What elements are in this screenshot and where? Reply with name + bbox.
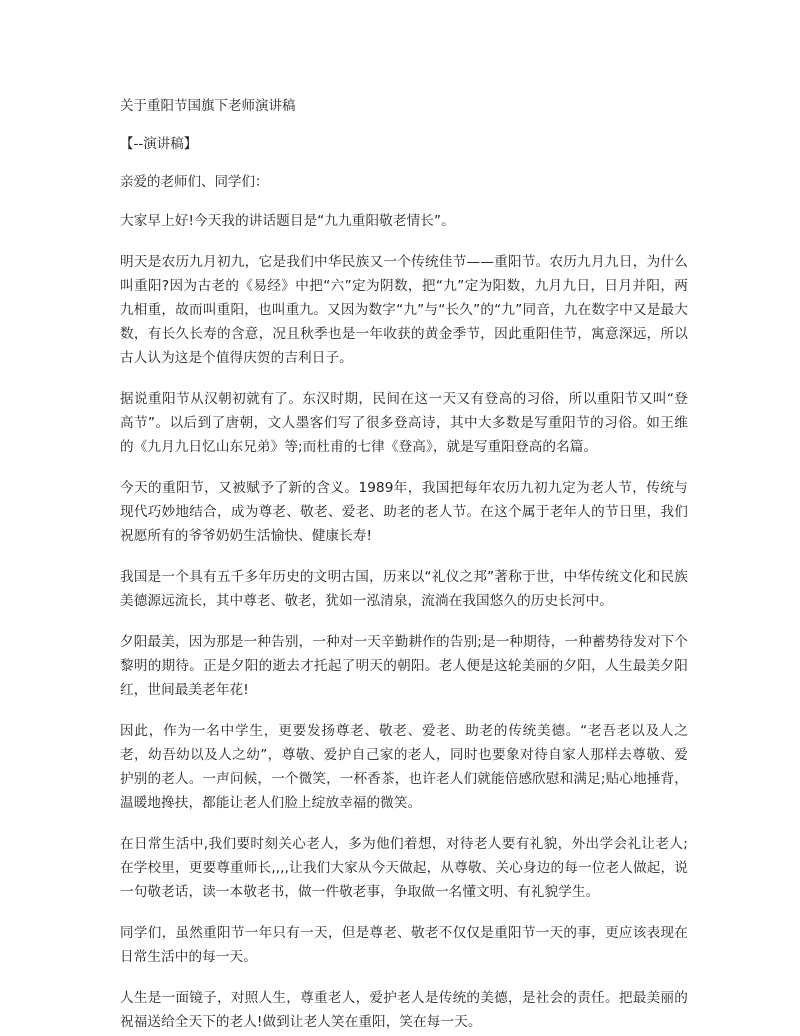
paragraph-7: 因此，作为一名中学生，更要发扬尊老、敬老、爱老、助老的传统美德。“老吾老以及人之老，幼吾幼以及人之幼”，尊敬、爱护自己家的老人，同时也要象对待自家人那样去尊敬、爱护别的老人。一声问候，一个微笑，一杯香茶，也许老人们就能倍感欣慰和满足;贴心地捶背，温暖地搀扶，都能让老人们脸上绽放幸福的微笑。 [120, 723, 688, 811]
paragraph-9: 同学们，虽然重阳节一年只有一天，但是尊老、敬老不仅仅是重阳节一天的事，更应该表现在日常生活中的每一天。 [120, 925, 688, 965]
paragraph-1: 大家早上好!今天我的讲话题目是“九九重阳敬老情长”。 [120, 213, 455, 229]
document-category-tag: 【--演讲稿】 [120, 136, 198, 152]
paragraph-6: 夕阳最美，因为那是一种告别，一种对一天辛勤耕作的告别;是一种期待，一种蓄势待发对下个黎明的期待。正是夕阳的逝去才托起了明天的朝阳。老人便是这轮美丽的夕阳，人生最美夕阳红，世间最美老年花! [120, 634, 688, 698]
paragraph-4: 今天的重阳节，又被赋予了新的含义。1989年，我国把每年农历九初九定为老人节，传统与现代巧妙地结合，成为尊老、敬老、爱老、助老的老人节。在这个属于老年人的节日里，我们祝愿所有的爷爷奶奶生活愉快、健康长寿! [120, 480, 688, 544]
paragraph-10: 人生是一面镜子，对照人生，尊重老人，爱护老人是传统的美德，是社会的责任。把最美丽的祝福送给全天下的老人!做到让老人笑在重阳，笑在每一天。 [120, 990, 688, 1030]
document-title: 关于重阳节国旗下老师演讲稿 [120, 98, 296, 114]
paragraph-5: 我国是一个具有五千多年历史的文明古国，历来以“礼仪之邦”著称于世，中华传统文化和民族美德源远流长，其中尊老、敬老，犹如一泓清泉，流淌在我国悠久的历史长河中。 [120, 569, 688, 609]
paragraph-2: 明天是农历九月初九，它是我们中华民族又一个传统佳节——重阳节。农历九月九日，为什么叫重阳?因为古老的《易经》中把“六”定为阴数，把“九”定为阳数，九月九日，日月并阳，两九相重，故而叫重阳，也叫重九。又因为数字“九”与“长久”的“九”同音，九在数字中又是最大数，有长久长寿的含意，况且秋季也是一年收获的黄金季节，因此重阳佳节，寓意深远，所以古人认为这是个值得庆贺的吉利日子。 [120, 254, 688, 366]
paragraph-8: 在日常生活中,我们要时刻关心老人，多为他们着想，对待老人要有礼貌，外出学会礼让老人;在学校里，更要尊重师长,,,,让我们大家从今天做起，从尊敬、关心身边的每一位老人做起，说一句敬老话，读一本敬老书，做一件敬老事，争取做一名懂文明、有礼貌学生。 [120, 836, 688, 900]
document-page [120, 96, 688, 1034]
paragraph-3: 据说重阳节从汉朝初就有了。东汉时期，民间在这一天又有登高的习俗，所以重阳节又叫“登高节”。以后到了唐朝，文人墨客们写了很多登高诗，其中大多数是写重阳节的习俗。如王维的《九月九日忆山东兄弟》等;而杜甫的七律《登高》，就是写重阳登高的名篇。 [120, 391, 688, 455]
greeting-line: 亲爱的老师们、同学们： [120, 174, 269, 190]
